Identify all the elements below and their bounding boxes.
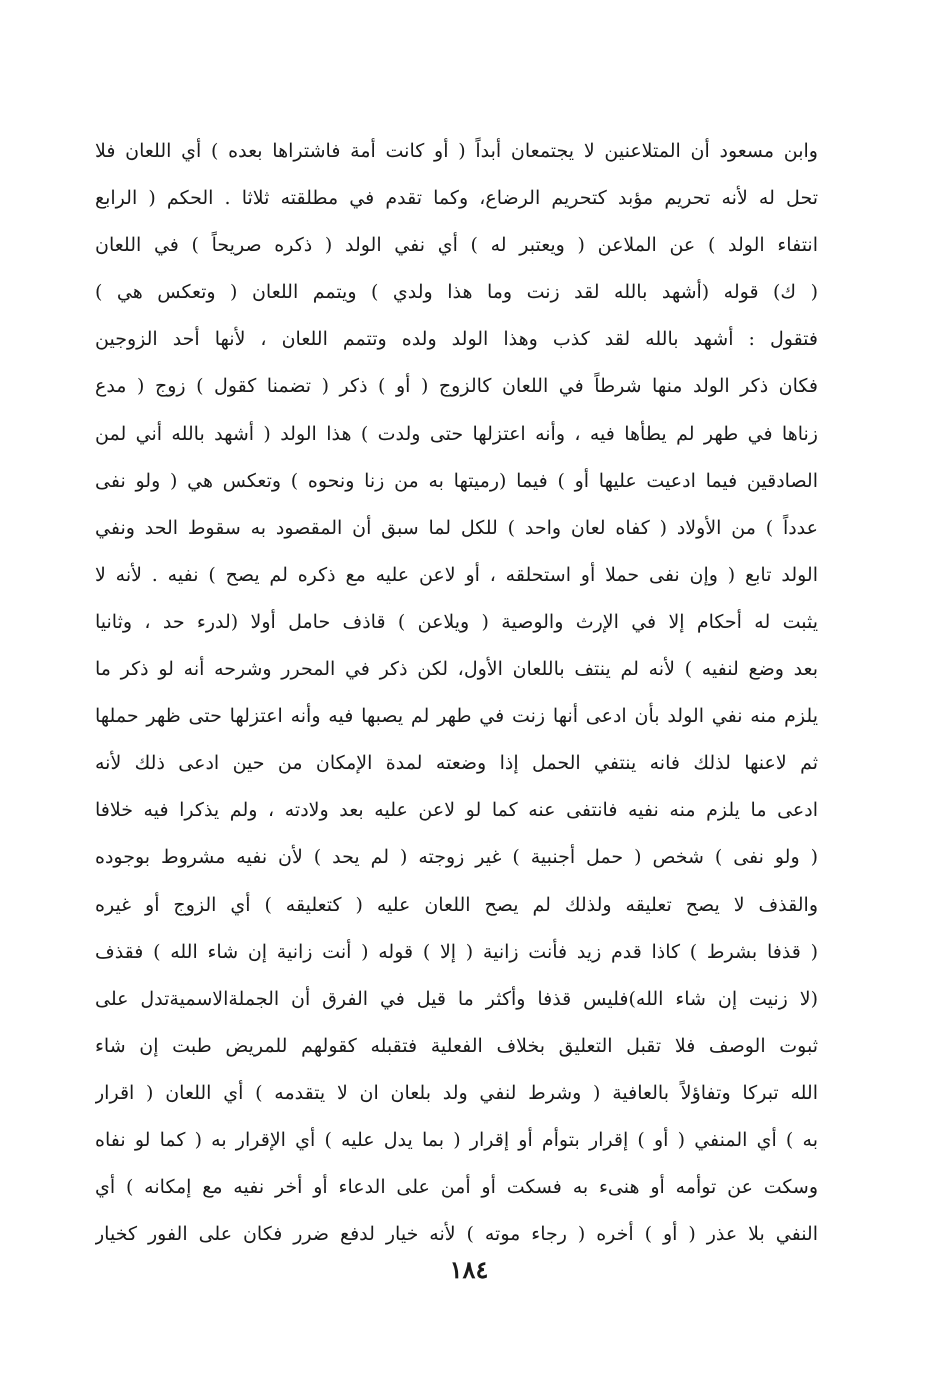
text-line: انتفاء الولد ) عن الملاعن ( ويعتبر له ) أي نفي الولد ( ذكره صريحاً ) في اللعان — [95, 234, 818, 257]
text-line: ( قذفا بشرط ) كاذا قدم زيد فأنت زانية ( إلا ) قوله ( أنت زانية إن شاء الله ) فقذف — [95, 940, 818, 963]
text-line: تحل له لأنه تحريم مؤبد كتحريم الرضاع، وكما تقدم في مطلقته ثلاثا . الحكم ( الرابع — [95, 187, 818, 210]
text-line: ثم لاعنها لذلك فانه ينتفي الحمل إذا وضعته لمدة الإمكان من حين ادعى ذلك لأنه — [95, 752, 818, 775]
text-line: فتقول : أشهد بالله لقد كذب وهذا الولد ولده وتتمم اللعان ، لأنها أحد الزوجين — [95, 328, 818, 351]
text-line: فكان ذكر الولد منها شرطاً في اللعان كالزوج ( أو ) ذكر ( تضمنا كقول ) زوج ( مدع — [95, 375, 818, 398]
text-line: وسكت عن توأمه أو هنىء به فسكت أو أمن على الدعاء أو أخر نفيه مع إمكانه ) أي — [95, 1176, 818, 1199]
text-line: ( ولو نفى ) شخص ( حمل أجنبية ) غير زوجته ( لم يحد ) لأن نفيه مشروط بوجوده — [95, 846, 818, 869]
body-text — [95, 128, 818, 1258]
text-line: يلزم منه نفي الولد بأن ادعى أنها زنت في طهر لم يصبها فيه وأنه اعتزلها حتى ظهر حملها — [95, 705, 818, 728]
text-line: به ) أي المنفي ( أو ) إقرار بتوأم أو إقرار ( بما يدل عليه ) أي الإقرار به ( كما لو نفاه — [95, 1128, 818, 1151]
text-line: الصادقين فيما ادعيت عليها أو ) فيما (رميتها به من زنا ونحوه ) وتعكس هي ( ولو نفى — [95, 469, 818, 492]
text-line: وابن مسعود أن المتلاعنين لا يجتمعان أبداً ( أو كانت أمة فاشتراها بعده ) أي اللعان فلا — [95, 140, 818, 162]
text-line: الولد تابع ( وإن نفى حملا أو استحلقه ، أو لاعن عليه مع ذكره لم يصح ) نفيه . لأنه لا — [95, 563, 818, 586]
page-number: ١٨٤ — [449, 1255, 489, 1284]
text-line: بعد وضع لنفيه ) لأنه لم ينتف باللعان الأول، لكن ذكر في المحرر وشرحه أنه لو ذكر ما — [95, 658, 818, 681]
text-line: يثبت له أحكام إلا في الإرث والوصية ( ويلاعن ) قاذف حامل أولا (لدرء حد ، وثانيا — [95, 610, 818, 633]
text-line: عدداً ) من الأولاد ( كفاه لعان واحد ) للكل لما سبق أن المقصود به سقوط الحد ونفي — [95, 516, 818, 539]
text-line: الله تبركا وتفاؤلاً بالعافية ( وشرط لنفي ولد بلعان ان لا يتقدمه ) أي اللعان ( اقرار — [95, 1081, 818, 1104]
text-line: زناها في طهر لم يطأها فيه ، وأنه اعتزلها حتى ولدت ) هذا الولد ( أشهد بالله أني لمن — [95, 422, 818, 445]
text-line: ثبوت الوصف فلا تقبل التعليق بخلاف الفعلية فتقبله كقولهم للمريض طبت إن شاء — [95, 1034, 818, 1057]
text-line: ( ك) قوله (أشهد بالله لقد زنت وما هذا ولدي ) ويتمم اللعان ( وتعكس هي ) — [95, 281, 818, 304]
text-line: ادعى ما يلزم منه نفيه فانتفى عنه كما لو لاعن عليه بعد ولادته ، ولم يذكرا فيه خلافا — [95, 799, 818, 822]
text-line: (لا زنيت إن شاء الله)فليس قذفا وأكثر ما قيل في الفرق أن الجملةالاسميةتدل على — [95, 987, 818, 1010]
text-line: النفي بلا عذر ( أو ) أخره ( رجاء موته ) لأنه خيار لدفع ضرر فكان على الفور كخيار — [95, 1223, 818, 1246]
text-line: والقذف لا يصح تعليقه ولذلك لم يصح اللعان عليه ( كتعليقه ) أي الزوج أو غيره — [95, 893, 818, 916]
